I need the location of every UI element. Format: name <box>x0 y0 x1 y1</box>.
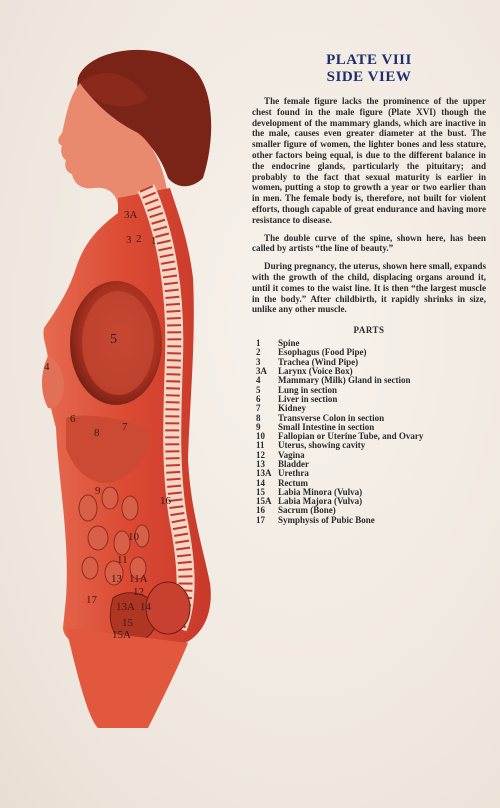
parts-item: 11 Uterus, showing cavity <box>256 440 366 451</box>
parts-item: 15 Labia Minora (Vulva) <box>256 486 363 497</box>
parts-item: 10 Fallopian or Uterine Tube, and Ovary <box>256 431 424 442</box>
parts-item: 14 Rectum <box>256 477 308 488</box>
parts-item: 2 Esophagus (Food Pipe) <box>256 347 367 358</box>
parts-item: 3A Larynx (Voice Box) <box>256 366 353 377</box>
label-11a: 11A <box>129 573 148 585</box>
anatomy-illustration <box>18 38 253 728</box>
label-15a: 15A <box>112 629 131 641</box>
label-1: 1 <box>151 235 157 247</box>
plate-title: PLATE VIII <box>326 52 412 68</box>
parts-item: 8 Transverse Colon in section <box>256 412 385 423</box>
parts-item: 1 Spine <box>256 338 300 349</box>
parts-item: 13 Bladder <box>256 459 310 469</box>
parts-item: 7 Kidney <box>256 403 307 414</box>
parts-item: 3 Trachea (Wind Pipe) <box>256 356 359 367</box>
label-15: 15 <box>122 617 133 629</box>
parts-item: 4 Mammary (Milk) Gland in section <box>256 375 411 386</box>
label-16: 16 <box>160 495 171 507</box>
label-13a: 13A <box>116 601 135 613</box>
label-7: 7 <box>122 421 128 433</box>
label-2: 2 <box>136 233 142 245</box>
parts-item: 5 Lung in section <box>256 384 338 395</box>
label-10: 10 <box>128 531 139 543</box>
paragraph-3: During pregnancy, the uterus, shown here small, expands with the growth of the child, displacing organs around it, until it comes to the waist line. It is then “the largest muscle in the body.” After childbirth, it rapidly shrinks in size, unlike any other muscle. <box>252 261 486 315</box>
anatomical-figure <box>18 38 253 728</box>
label-3a: 3A <box>124 209 138 221</box>
text-column <box>252 52 486 525</box>
parts-item: 17 Symphysis of Pubic Bone <box>256 514 375 525</box>
parts-list <box>252 339 486 525</box>
plate-subtitle: SIDE VIEW <box>326 69 412 85</box>
parts-item: 15A Labia Majora (Vulva) <box>256 496 363 507</box>
label-12: 12 <box>133 586 144 598</box>
label-5: 5 <box>110 332 117 347</box>
parts-item: 16 Sacrum (Bone) <box>256 505 336 516</box>
paragraph-2: The double curve of the spine, shown here, has been called by artists “the line of beauty.” <box>252 232 486 254</box>
label-17: 17 <box>86 594 97 606</box>
parts-item: 6 Liver in section <box>256 393 338 404</box>
label-3: 3 <box>126 234 132 246</box>
label-6: 6 <box>70 413 76 425</box>
label-11: 11 <box>117 554 128 566</box>
parts-item: 12 Vagina <box>256 449 305 460</box>
parts-item: 9 Small Intestine in section <box>256 421 375 432</box>
label-4: 4 <box>44 361 50 373</box>
parts-heading: PARTS <box>353 325 385 336</box>
label-9: 9 <box>95 485 101 497</box>
paragraph-1: The female figure lacks the prominence of the upper chest found in the male figure (Plate XVI) though the development of the mammary glands, which are inactive in the male, causes even greater diameter at the bust. The smaller figure of women, the lighter bones and less stature, other factors being equal, is due to the different balance in the endocrine glands, particularly the pituitary; and probably to the fact that sexual maturity is earlier in women, putting a stop to growth a year or two earlier than in men. The female body is, therefore, not built for violent efforts, though capable of great endurance and having more resistance to disease. <box>252 96 486 225</box>
label-13: 13 <box>111 573 122 585</box>
parts-item: 13A Urethra <box>256 468 309 479</box>
label-8: 8 <box>94 427 100 439</box>
label-14: 14 <box>140 601 151 613</box>
